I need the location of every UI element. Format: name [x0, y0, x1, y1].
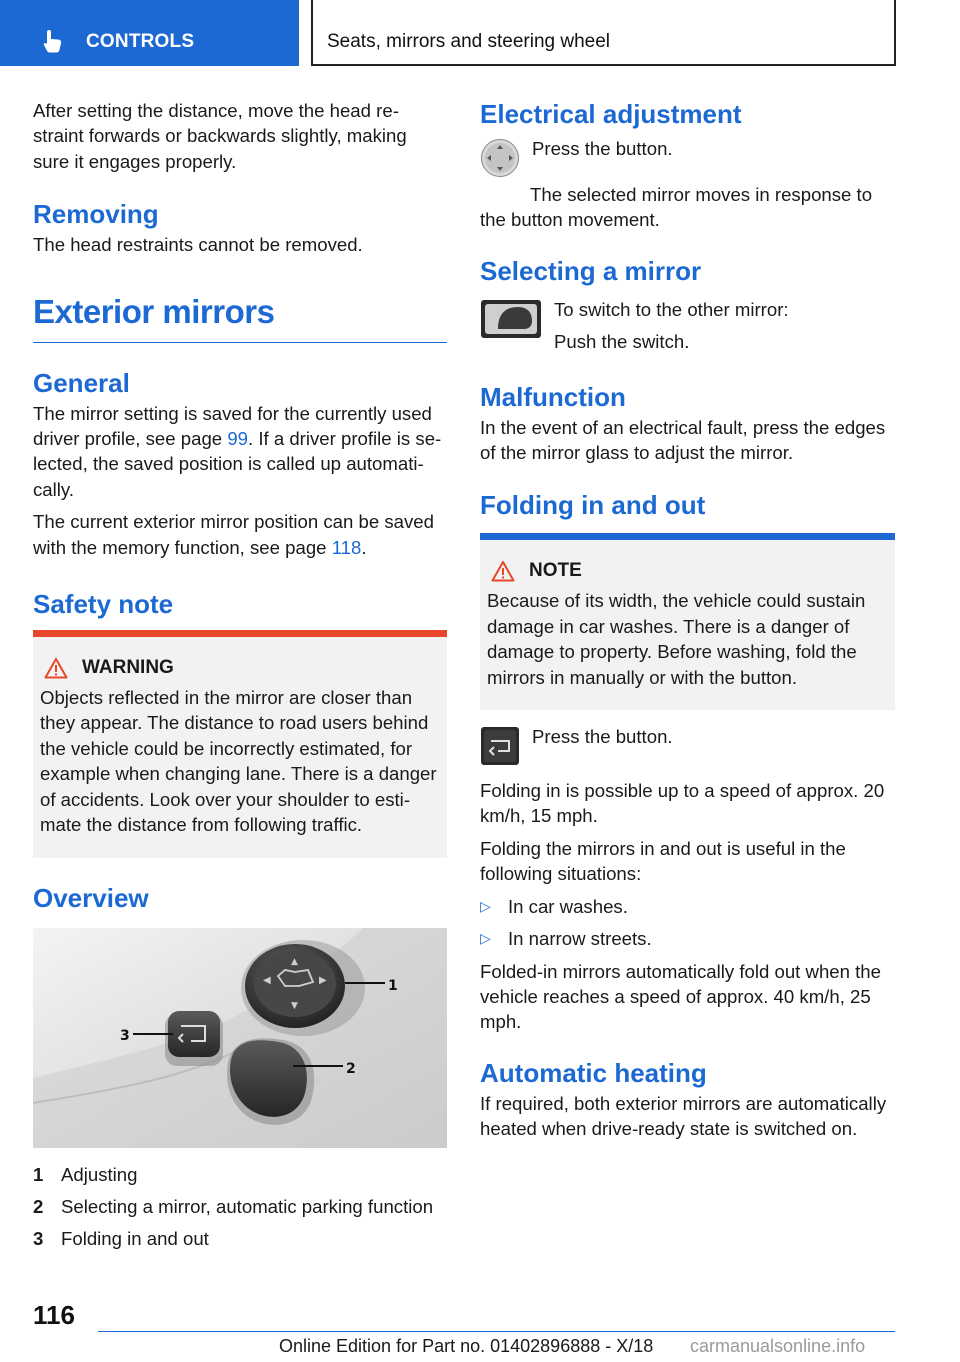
warning-triangle-icon	[44, 657, 68, 679]
page-ref-99-link[interactable]: 99	[227, 428, 248, 450]
folding-button-row	[480, 724, 895, 766]
folding-button-text	[532, 724, 673, 749]
malfunction-heading: Malfunction	[480, 381, 626, 412]
legend-text: Adjusting	[61, 1163, 138, 1185]
right-column	[480, 98, 895, 1142]
folding-heading: Folding in and out	[480, 490, 706, 521]
callout-2: 2	[346, 1060, 356, 1077]
heating-text: If required, both exterior mirrors are automatically heated when drive-ready state is switched on.	[480, 1092, 887, 1140]
page-header	[0, 0, 960, 66]
left-column	[33, 98, 447, 1258]
mirror-controls-photo	[33, 928, 447, 1148]
note-box	[480, 533, 895, 710]
warning-header	[40, 657, 440, 679]
section-tab-controls	[0, 0, 299, 66]
general-heading: General	[33, 367, 130, 398]
folding-auto-text: Folded-in mirrors automatically fold out when the vehicle reaches a speed of approx. 40 km/h, 25 mph.	[480, 960, 881, 1033]
list-item	[480, 894, 895, 919]
removing-text: The head restraints cannot be removed.	[33, 234, 363, 256]
note-title: NOTE	[529, 560, 582, 582]
svg-text:▲: ▲	[291, 956, 298, 967]
selecting-mirror-row	[480, 297, 895, 355]
chapter-tab	[311, 0, 896, 66]
electrical-press-text: Press the button.	[532, 138, 673, 159]
list-item	[480, 926, 895, 951]
warning-triangle-icon	[491, 560, 515, 582]
automatic-heating-heading: Automatic heating	[480, 1057, 707, 1088]
page-ref-118-link[interactable]: 118	[331, 536, 362, 558]
section-label: CONTROLS	[86, 31, 195, 52]
electrical-adjustment-heading: Electrical adjustment	[480, 99, 742, 129]
malfunction-text: In the event of an electrical fault, press the edges of the mirror glass to adjust the mirror.	[480, 416, 886, 464]
electrical-adjustment-text	[532, 136, 673, 161]
svg-text:◀: ◀	[263, 974, 271, 986]
selecting-text-1: To switch to the other mirror:	[554, 298, 789, 320]
footer-rule	[98, 1331, 895, 1332]
legend-number: 2	[33, 1195, 44, 1217]
mirror-select-switch-icon	[480, 299, 542, 339]
exterior-mirrors-heading: Exterior mirrors	[33, 292, 447, 343]
legend-item	[33, 1194, 447, 1226]
mirror-adjust-button-icon	[480, 138, 520, 178]
general-p1-text-end: . If a driver profile is se-lected, the saved position is called up automati-cally.	[33, 428, 442, 500]
note-header	[487, 560, 888, 582]
svg-text:▼: ▼	[291, 1000, 298, 1011]
bullet-arrow-icon: ▷	[480, 897, 491, 914]
warning-box	[33, 630, 447, 857]
general-paragraph-2	[33, 509, 447, 560]
removing-heading: Removing	[33, 199, 159, 230]
callout-3: 3	[120, 1027, 130, 1044]
general-p1-text: The mirror setting is saved for the currently used driver profile, see page	[33, 402, 432, 450]
folding-press-text: Press the button.	[532, 726, 673, 748]
legend-text: Folding in and out	[61, 1227, 209, 1249]
svg-text:▶: ▶	[319, 974, 327, 986]
bullet-text: In narrow streets.	[508, 928, 652, 950]
electrical-adjustment-row	[480, 136, 895, 178]
selecting-text-2: Push the switch.	[554, 331, 690, 353]
callout-1: 1	[388, 977, 398, 994]
bullet-text: In car washes.	[508, 895, 628, 917]
watermark-text: carmanualsonline.info	[690, 1336, 866, 1356]
warning-text: Objects reflected in the mirror are closer than they appear. The distance to road users behind the vehicle could be incorrectly estimated, for example when changing lane. There is a danger of accidents. Look over your shoulder to esti-mate the distance from following traffic.	[40, 687, 437, 836]
note-text: Because of its width, the vehicle could sustain damage in car washes. There is a danger of damage to property. Before washing, fold the mirrors in manually or with the button.	[487, 590, 866, 688]
chapter-title: Seats, mirrors and steering wheel	[327, 31, 611, 52]
overview-heading: Overview	[33, 882, 149, 913]
page-number: 116	[33, 1300, 75, 1330]
edition-text: Online Edition for Part no. 01402896888 - X/18	[279, 1336, 654, 1356]
overview-legend	[33, 1162, 447, 1258]
fold-mirror-button-icon	[480, 726, 520, 766]
folding-speed-text: Folding in is possible up to a speed of approx. 20 km/h, 15 mph.	[480, 780, 885, 827]
warning-title: WARNING	[82, 657, 174, 679]
general-p2-text-end: .	[361, 536, 367, 558]
folding-situations-text: Folding the mirrors in and out is useful in the following situations:	[480, 837, 846, 885]
safety-note-heading: Safety note	[33, 589, 174, 620]
general-p2-text: The current exterior mirror position can be saved with the memory function, see page	[33, 511, 434, 558]
legend-number: 1	[33, 1163, 44, 1185]
bullet-arrow-icon: ▷	[480, 930, 491, 947]
selecting-mirror-text	[554, 297, 789, 355]
legend-item	[33, 1162, 447, 1194]
selecting-mirror-heading: Selecting a mirror	[480, 255, 702, 286]
legend-number: 3	[33, 1227, 44, 1249]
legend-text: Selecting a mirror, automatic parking function	[61, 1195, 434, 1217]
general-paragraph-1	[33, 401, 447, 503]
pointing-hand-icon	[40, 28, 66, 54]
legend-item	[33, 1226, 447, 1258]
electrical-description: The selected mirror moves in response to the button movement.	[480, 184, 873, 231]
intro-paragraph: After setting the distance, move the head re-straint forwards or backwards slightly, making sure it engages properly.	[33, 100, 407, 172]
